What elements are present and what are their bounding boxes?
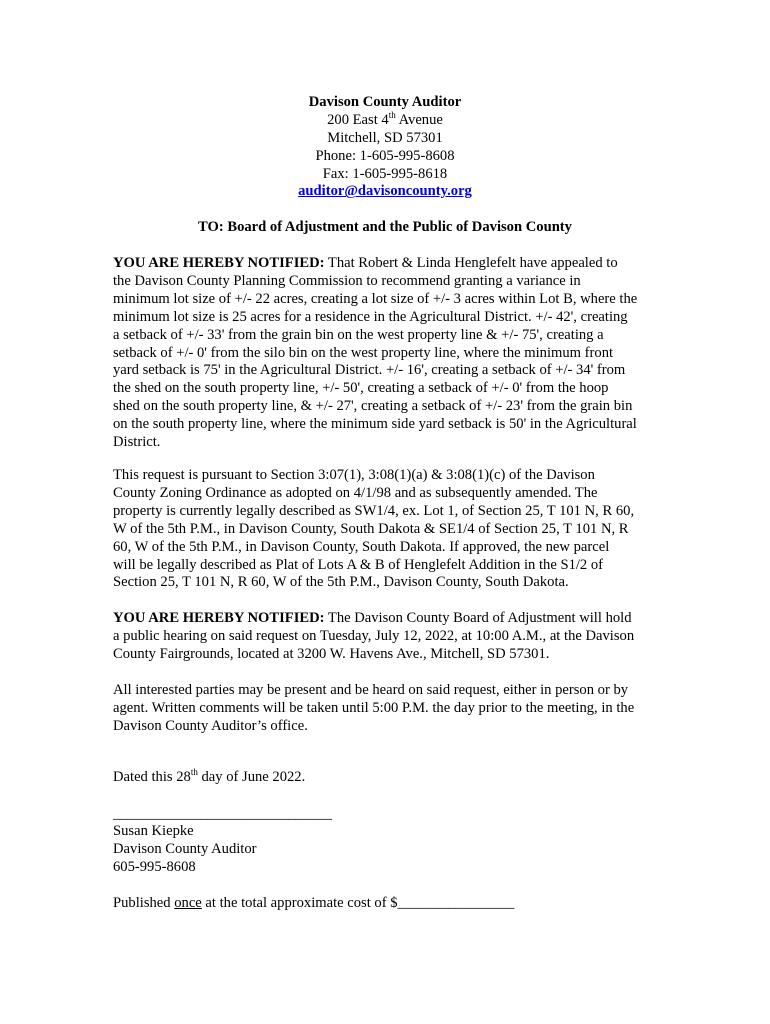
published-cost: at the total approximate cost of $________________ [201,895,515,911]
text-line: W of the 5th P.M., in Davison County, South Dakota & SE1/4 of Section 25, T 101 N, R [113,520,629,537]
published-line [113,895,658,913]
address-street: Avenue [395,111,443,128]
text-line: Davison County Auditor’s office. [113,717,308,734]
published-once: once [174,895,202,911]
text-line: District. [113,434,161,451]
text-line: This request is pursuant to Section 3:07(1), 3:08(1)(a) & 3:08(1)(c) of the Davison [113,467,595,483]
dated-line [113,769,658,787]
notice-lead: YOU ARE HEREBY NOTIFIED: [113,255,325,271]
dated-text: Dated this 28 [113,769,191,785]
published-text: Published [113,895,175,911]
dated-ordinal: th [190,767,198,778]
text-line: property is currently legally described as SW1/4, ex. Lot 1, of Section 25, T 101 N, R 60, [113,502,635,519]
letterhead [0,94,770,201]
text-line: agent. Written comments will be taken until 5:00 P.M. the day prior to the meeting, in the [113,699,635,716]
text-line: a setback of +/- 33' from the grain bin on the west property line & +/- 75', creating a [113,326,604,343]
org-name: Davison County Auditor [308,94,462,110]
text-line: the shed on the south property line, +/- 50', creating a setback of +/- 0' from the hoop [113,380,609,397]
text-line: yard setback is 75' in the Agricultural District. +/- 16', creating a setback of +/- 34' from [113,362,626,379]
street-address [0,112,770,130]
text-line: Section 25, T 101 N, R 60, W of the 5th P.M., Davison County, South Dakota. [113,574,569,591]
fax-line: Fax: 1-605-995-8618 [322,165,448,182]
text-line: on the south property line, where the minimum side yard setback is 50' in the Agricultural [113,416,637,433]
text-line: minimum lot size is 25 acres for a residence in the Agricultural District. +/- 42', creating [113,308,628,325]
phone-line: Phone: 1-605-995-8608 [315,147,455,164]
text-line: 60, W of the 5th P.M., in Davison County, South Dakota. If approved, the new parcel [113,538,610,555]
signature-block [113,823,658,877]
paragraph-legal-description [113,467,658,592]
notice-paragraph-2 [113,610,658,664]
city-line: Mitchell, SD 57301 [327,129,443,146]
email-link[interactable]: auditor@davisoncounty.org [298,183,472,200]
text-line: will be legally described as Plat of Lots A & B of Henglefelt Addition in the S1/2 of [113,556,604,573]
paragraph-comments [113,682,658,736]
to-line: TO: Board of Adjustment and the Public of Davison County [198,219,572,235]
signer-name: Susan Kiepke [113,823,194,839]
text-line: The Davison County Board of Adjustment will hold [324,610,632,626]
text-line: All interested parties may be present and be heard on said request, either in person or by [113,682,629,698]
signer-title: Davison County Auditor [113,840,257,857]
notice-paragraph-1 [113,255,658,452]
text-line: a public hearing on said request on Tuesday, July 12, 2022, at 10:00 A.M., at the Davison [113,627,635,644]
text-line: minimum lot size of +/- 22 acres, creating a lot size of +/- 3 acres within Lot B, where the [113,290,638,307]
text-line: That Robert & Linda Henglefelt have appealed to [324,255,618,271]
dated-suffix: day of June 2022. [197,769,306,785]
signer-phone: 605-995-8608 [113,858,196,875]
text-line: shed on the south property line, & +/- 27', creating a setback of +/- 23' from the grain bin [113,398,633,415]
address-ordinal: th [388,110,396,121]
text-line: setback of +/- 0' from the silo bin on the west property line, where the minimum front [113,344,614,361]
text-line: County Zoning Ordinance as adopted on 4/1/98 and as subsequently amended. The [113,484,598,501]
text-line: County Fairgrounds, located at 3200 W. Havens Ave., Mitchell, SD 57301. [113,645,550,662]
notice-lead: YOU ARE HEREBY NOTIFIED: [113,610,325,626]
address-number: 200 East 4 [327,111,389,128]
signature-line: ______________________________ [113,806,332,822]
text-line: the Davison County Planning Commission to recommend granting a variance in [113,272,581,289]
